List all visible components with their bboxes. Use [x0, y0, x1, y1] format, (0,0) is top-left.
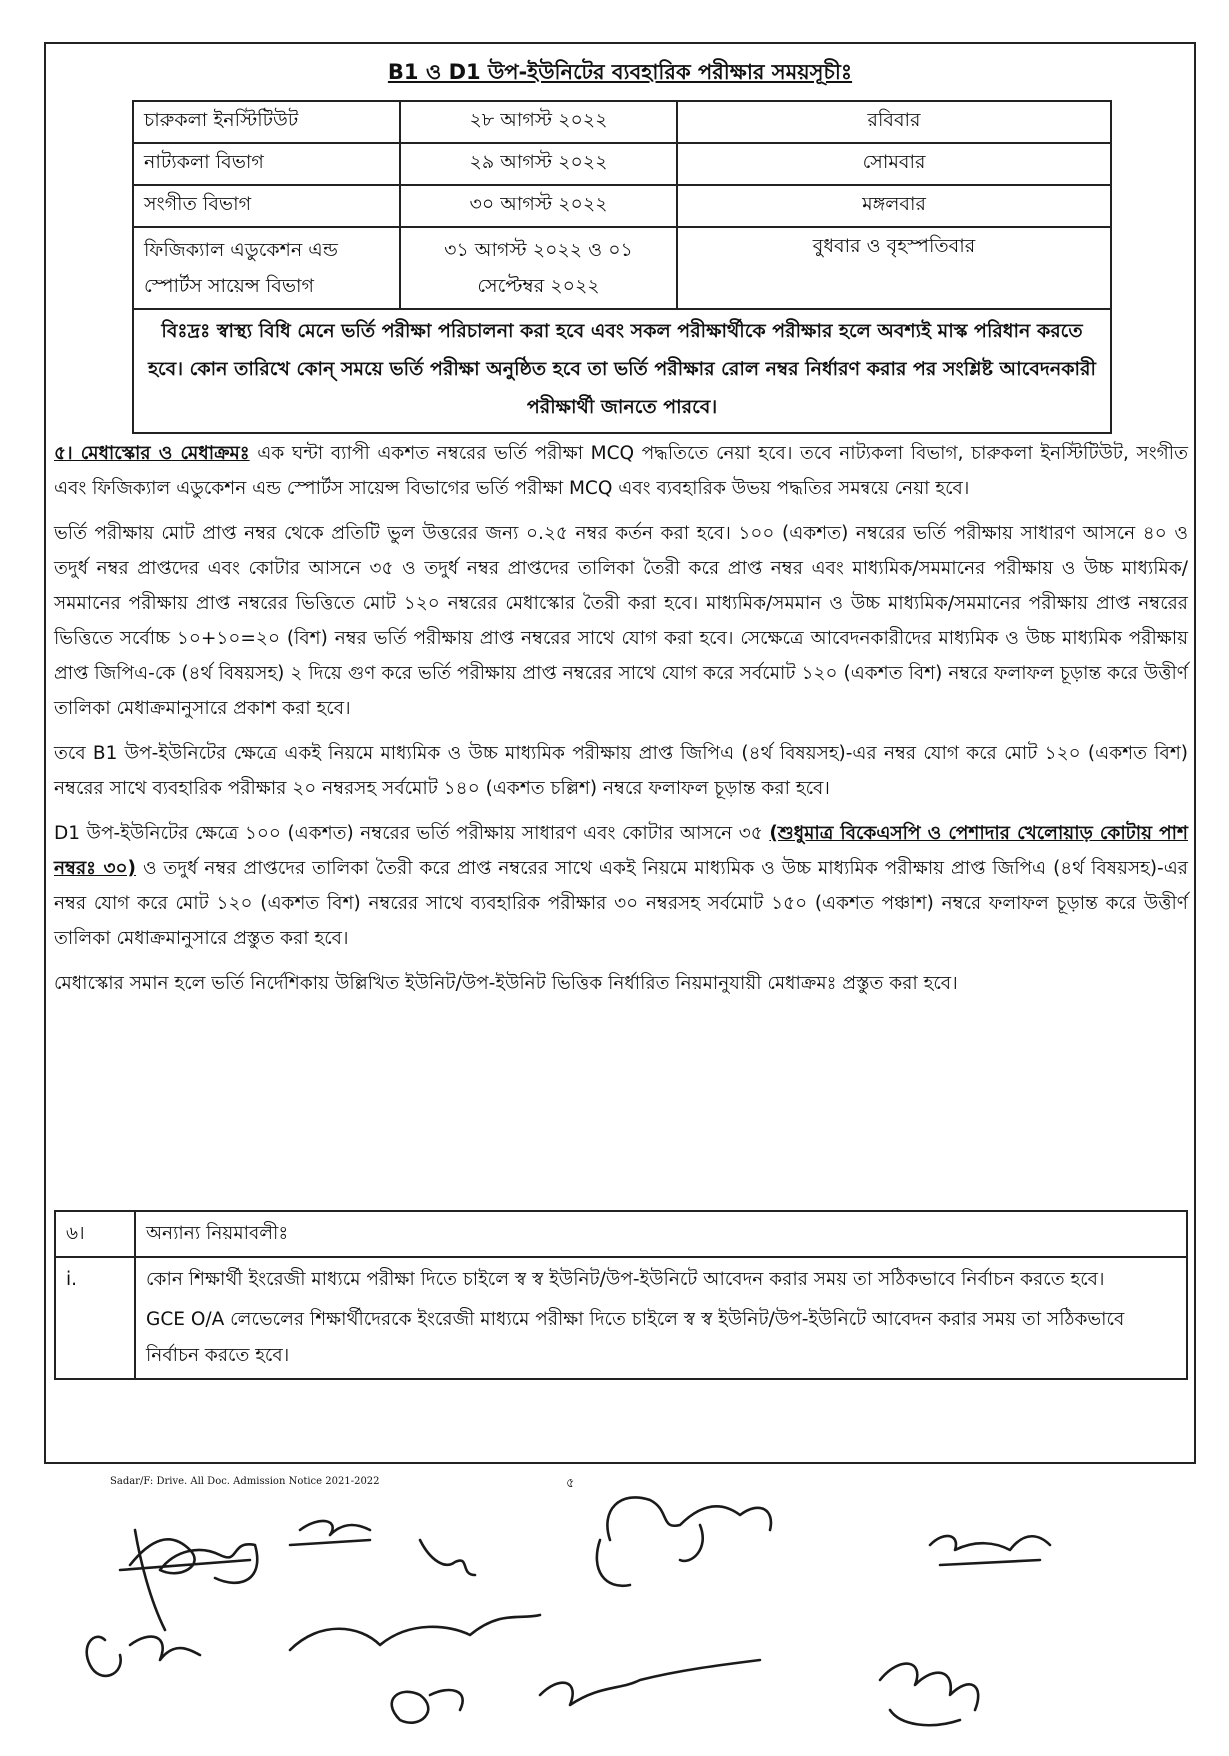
dept-cell: চারুকলা ইনস্টিটিউট	[133, 101, 400, 143]
schedule-note: বিঃদ্রঃ স্বাস্থ্য বিধি মেনে ভর্তি পরীক্ষা পরিচালনা করা হবে এবং সকল পরীক্ষার্থীকে পরীক্ষার হলে অবশ্যই মাস্ক পরিধান করতে হবে। কোন তারিখে কোন্ সময়ে ভর্তি পরীক্ষা অনুষ্ঠিত হবে তা ভর্তি পরীক্ষার রোল নম্বর নির্ধারণ করার পর সংশ্লিষ্ট আবেদনকারী পরীক্ষার্থী জানতে পারবে।	[132, 306, 1112, 434]
signature-6	[392, 1690, 463, 1723]
signature-9	[930, 1536, 1050, 1565]
dept-cell: সংগীত বিভাগ	[133, 185, 400, 227]
d1-bold-text: (শুধুমাত্র বিকেএসপি ও পেশাদার খেলোয়াড় কোটায় পাশ নম্বরঃ ৩০)	[54, 823, 1188, 879]
rule-item-text-2: GCE O/A লেভেলের শিক্ষার্থীদেরকে ইংরেজী মাধ্যমে পরীক্ষা দিতে চাইলে স্ব স্ব ইউনিট/উপ-ইউনিটে আবেদন করার সময় তা সঠিকভাবে নির্বাচন করতে হবে।	[146, 1309, 1125, 1366]
day-cell: সোমবার	[677, 143, 1111, 185]
date-cell: ২৮ আগস্ট ২০২২	[400, 101, 677, 143]
d1-text-a: D1 উপ-ইউনিটের ক্ষেত্রে ১০০ (একশত) নম্বরের ভর্তি পরীক্ষায় সাধারণ এবং কোটার আসনে ৩৫	[54, 823, 763, 844]
day-cell: রবিবার	[677, 101, 1111, 143]
rules-number: ৬।	[55, 1211, 135, 1257]
rule-item-number: i.	[55, 1257, 135, 1379]
signatures-block	[0, 1470, 1229, 1756]
d1-text-b: ও তদুর্ধ নম্বর প্রাপ্তদের তালিকা তৈরী করে প্রাপ্ত নম্বরের সাথে একই নিয়মে মাধ্যমিক ও উচ্চ মাধ্যমিক পরীক্ষায় প্রাপ্ত জিপিএ (৪র্থ বিষয়সহ)-এর নম্বর যোগ করে মোট ১২০ (একশত বিশ) নম্বরের সাথে ব্যবহারিক পরীক্ষার ৩০ নম্বরসহ সর্বমোট ১৫০ (একশত পঞ্চাশ) নম্বরে ফলাফল চূড়ান্ত করে উত্তীর্ণ তালিকা মেধাক্রমানুসারে প্রস্তুত করা হবে।	[54, 858, 1188, 949]
signature-2	[290, 1521, 370, 1545]
table-row	[55, 1211, 1187, 1257]
rules-title: অন্যান্য নিয়মাবলীঃ	[135, 1211, 1187, 1257]
page-number: ৫	[566, 1476, 575, 1491]
section-5-text-1: এক ঘন্টা ব্যাপী একশত নম্বরের ভর্তি পরীক্ষা MCQ পদ্ধতিতে নেয়া হবে। তবে নাট্যকলা বিভাগ, চারুকলা ইনস্টিটিউট, সংগীত এবং ফিজিক্যাল এডুকেশন এন্ড স্পোর্টস সায়েন্স বিভাগের ভর্তি পরীক্ষা MCQ এবং ব্যবহারিক উভয় পদ্ধতির সমন্বয়ে নেয়া হবে।	[54, 443, 1188, 499]
table-row	[133, 143, 1111, 185]
rules-table	[54, 1210, 1188, 1380]
dept-cell: ফিজিক্যাল এডুকেশন এন্ড স্পোর্টস সায়েন্স বিভাগ	[133, 227, 400, 309]
rule-item	[135, 1257, 1187, 1379]
day-cell: বুধবার ও বৃহস্পতিবার	[677, 227, 1111, 309]
day-cell: মঙ্গলবার	[677, 185, 1111, 227]
document-frame	[44, 42, 1196, 1464]
signature-8	[597, 1497, 771, 1585]
table-row	[55, 1257, 1187, 1379]
signature-3	[420, 1540, 475, 1575]
date-cell: ৩১ আগস্ট ২০২২ ও ০১ সেপ্টেম্বর ২০২২	[400, 227, 677, 309]
section-5-para-2: ভর্তি পরীক্ষায় মোট প্রাপ্ত নম্বর থেকে প্রতিটি ভুল উত্তরের জন্য ০.২৫ নম্বর কর্তন করা হবে। ১০০ (একশত) নম্বরের ভর্তি পরীক্ষায় সাধারণ আসনে ৪০ ও তদুর্ধ নম্বর প্রাপ্তদের এবং কোটার আসনে ৩৫ ও তদুর্ধ নম্বর প্রাপ্তদের তালিকা তৈরী করে প্রাপ্ত নম্বর এবং মাধ্যমিক/সমমানের পরীক্ষায় ও উচ্চ মাধ্যমিক/ সমমানের পরীক্ষায় প্রাপ্ত নম্বরের ভিত্তিতে মোট ১২০ নম্বরের মেধাস্কোর তৈরী করা হবে। মাধ্যমিক/সমমান ও উচ্চ মাধ্যমিক/সমমানের পরীক্ষায় প্রাপ্ত নম্বরের ভিত্তিতে সর্বোচ্চ ১০+১০=২০ (বিশ) নম্বর ভর্তি পরীক্ষায় প্রাপ্ত নম্বরের সাথে যোগ করা হবে। সেক্ষেত্রে আবেদনকারীদের মাধ্যমিক ও উচ্চ মাধ্যমিক পরীক্ষায় প্রাপ্ত জিপিএ-কে (৪র্থ বিষয়সহ) ২ দিয়ে গুণ করে ভর্তি পরীক্ষায় প্রাপ্ত নম্বরের সাথে যোগ করে সর্বমোট ১২০ (একশত বিশ) নম্বরে ফলাফল চূড়ান্ত করে উত্তীর্ণ তালিকা মেধাক্রমানুসারে প্রকাশ করা হবে।	[54, 523, 1188, 719]
signature-10	[880, 1664, 978, 1726]
dept-cell: নাট্যকলা বিভাগ	[133, 143, 400, 185]
table-row	[133, 185, 1111, 227]
section-5-para-3: তবে B1 উপ-ইউনিটের ক্ষেত্রে একই নিয়মে মাধ্যমিক ও উচ্চ মাধ্যমিক পরীক্ষায় প্রাপ্ত জিপিএ (৪র্থ বিষয়সহ)-এর নম্বর যোগ করে মোট ১২০ (একশত বিশ) নম্বরের সাথে ব্যবহারিক পরীক্ষার ২০ নম্বরসহ সর্বমোট ১৪০ (একশত চল্লিশ) নম্বরে ফলাফল চূড়ান্ত করা হবে।	[54, 743, 1188, 799]
section-5-para-4	[54, 816, 1188, 956]
signature-7	[540, 1660, 760, 1705]
section-5-heading: ৫। মেধাস্কোর ও মেধাক্রমঃ	[54, 443, 250, 464]
section-5-para-5: মেধাস্কোর সমান হলে ভর্তি নির্দেশিকায় উল্লিখিত ইউনিট/উপ-ইউনিট ভিত্তিক নির্ধারিত নিয়মানুযায়ী মেধাক্রমঃ প্রস্তুত করা হবে।	[54, 973, 958, 994]
rule-item-text-1: কোন শিক্ষার্থী ইংরেজী মাধ্যমে পরীক্ষা দিতে চাইলে স্ব স্ব ইউনিট/উপ-ইউনিটে আবেদন করার সময় তা সঠিকভাবে নির্বাচন করতে হবে।	[146, 1269, 1105, 1290]
footer-path: Sadar/F: Drive. All Doc. Admission Notice 2021-2022	[110, 1476, 380, 1487]
schedule-table	[132, 100, 1112, 310]
signature-1	[120, 1530, 257, 1630]
date-cell: ৩০ আগস্ট ২০২২	[400, 185, 677, 227]
section-5	[54, 436, 1188, 1011]
table-row	[133, 101, 1111, 143]
section-5-para-1	[54, 436, 1188, 506]
date-cell: ২৯ আগস্ট ২০২২	[400, 143, 677, 185]
schedule-title: B1 ও D1 উপ-ইউনিটের ব্যবহারিক পরীক্ষার সময়সূচীঃ	[387, 60, 853, 84]
signature-5	[290, 1615, 540, 1650]
table-row	[133, 227, 1111, 309]
signature-4	[87, 1637, 200, 1676]
